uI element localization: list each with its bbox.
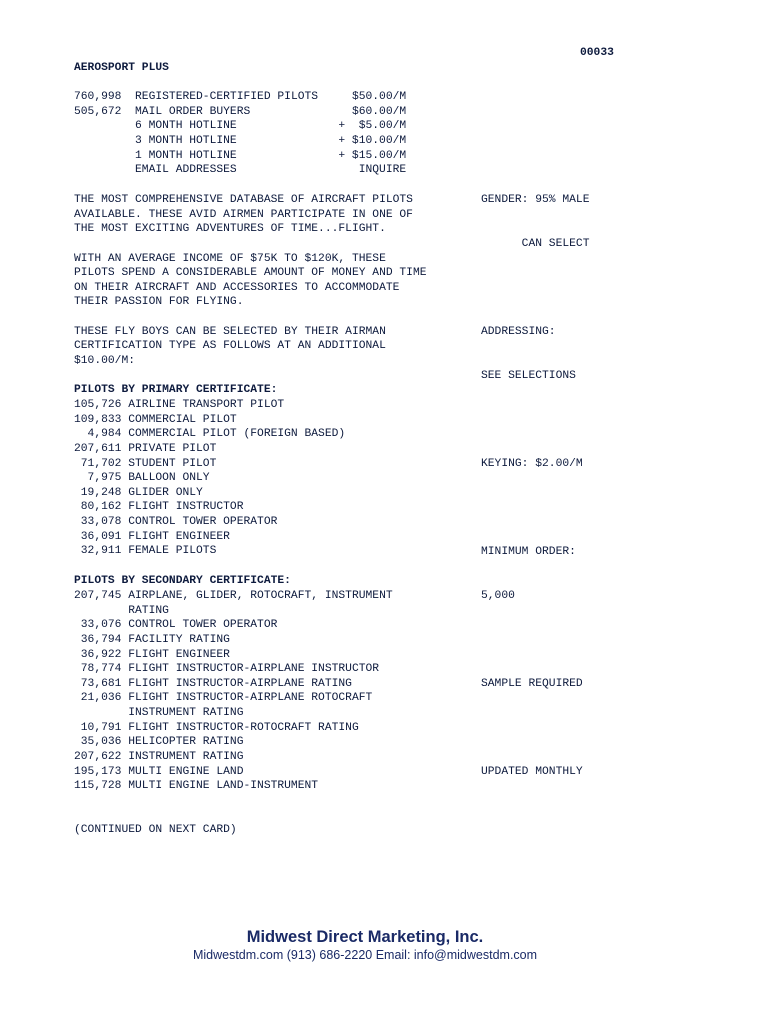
secondary-row (74, 765, 393, 780)
pricing-price: + $15.00/M (338, 149, 407, 162)
pricing-table (74, 90, 406, 178)
primary-list (74, 398, 345, 559)
primary-row (74, 413, 345, 428)
description-line: THE MOST COMPREHENSIVE DATABASE OF AIRCRAFT PILOTS (74, 194, 413, 206)
secondary-row (74, 677, 393, 692)
secondary-label: AIRPLANE, GLIDER, ROTOCRAFT, INSTRUMENT (128, 590, 393, 602)
primary-count: 4,984 (87, 428, 122, 441)
primary-row (74, 500, 345, 515)
secondary-count: 73,681 (80, 677, 122, 690)
minimum-order-value: 5,000 (481, 589, 515, 602)
secondary-count: 36,922 (80, 648, 122, 661)
description-line: CERTIFICATION TYPE AS FOLLOWS AT AN ADDITIONAL (74, 340, 386, 353)
secondary-label: MULTI ENGINE LAND (128, 765, 244, 778)
secondary-label: FACILITY RATING (128, 633, 230, 646)
pricing-row (74, 119, 406, 134)
secondary-row (74, 633, 393, 648)
secondary-label: FLIGHT INSTRUCTOR-AIRPLANE ROTOCRAFT (128, 692, 373, 705)
secondary-count: 35,036 (80, 736, 122, 749)
primary-label: FEMALE PILOTS (128, 545, 217, 558)
primary-count: 109,833 (74, 413, 122, 426)
pricing-label: 3 MONTH HOTLINE (135, 134, 237, 147)
list-title: AEROSPORT PLUS (74, 62, 169, 74)
secondary-row (74, 691, 393, 706)
sample-info: SAMPLE REQUIRED (481, 677, 583, 690)
gender-select-line: CAN SELECT (481, 238, 590, 251)
secondary-list (74, 589, 393, 794)
description-line: THESE FLY BOYS CAN BE SELECTED BY THEIR AIRMAN (74, 325, 386, 338)
primary-label: CONTROL TOWER OPERATOR (128, 516, 278, 529)
pricing-label: 6 MONTH HOTLINE (135, 120, 237, 133)
card-number: 00033 (580, 47, 614, 59)
secondary-row (74, 750, 393, 765)
pricing-row (74, 149, 406, 164)
secondary-row (74, 648, 393, 663)
gender-line: GENDER: 95% MALE (481, 194, 590, 207)
secondary-label: MULTI ENGINE LAND-INSTRUMENT (128, 780, 319, 793)
primary-count: 80,162 (80, 501, 122, 514)
pricing-price: $50.00/M (351, 91, 407, 103)
description-line: ON THEIR AIRCRAFT AND ACCESSORIES TO ACCOMMODATE (74, 281, 400, 294)
pricing-row (74, 134, 406, 149)
footer-contact: Midwestdm.com (913) 686-2220 Email: info@midwestdm.com (192, 948, 538, 962)
description-line: THE MOST EXCITING ADVENTURES OF TIME...FLIGHT. (74, 223, 386, 236)
primary-count: 105,726 (74, 399, 122, 411)
primary-row (74, 471, 345, 486)
secondary-label: FLIGHT INSTRUCTOR-AIRPLANE RATING (128, 677, 352, 690)
secondary-row (74, 618, 393, 633)
description-line: WITH AN AVERAGE INCOME OF $75K TO $120K, THESE (74, 252, 386, 265)
primary-row (74, 515, 345, 530)
primary-heading: PILOTS BY PRIMARY CERTIFICATE: (74, 384, 278, 396)
secondary-label: FLIGHT ENGINEER (128, 648, 230, 661)
secondary-row (74, 589, 393, 604)
updated-info: UPDATED MONTHLY (481, 765, 583, 778)
primary-count: 207,611 (74, 442, 122, 455)
secondary-count: 21,036 (80, 692, 122, 705)
primary-label: AIRLINE TRANSPORT PILOT (128, 399, 285, 411)
secondary-row (74, 721, 393, 736)
spacer (74, 310, 427, 325)
description-line: $10.00/M: (74, 355, 136, 368)
secondary-row (74, 604, 393, 619)
secondary-label: CONTROL TOWER OPERATOR (128, 619, 278, 632)
footer-company: Midwest Direct Marketing, Inc. (246, 928, 484, 946)
primary-label: FLIGHT INSTRUCTOR (128, 501, 244, 514)
description-line: AVAILABLE. THESE AVID AIRMEN PARTICIPATE IN ONE OF (74, 208, 413, 221)
primary-label: BALLOON ONLY (128, 472, 210, 485)
keying-info: KEYING: $2.00/M (481, 458, 583, 471)
primary-label: GLIDER ONLY (128, 486, 203, 499)
primary-row (74, 398, 345, 413)
addressing-label: ADDRESSING: (481, 326, 556, 339)
secondary-row (74, 706, 393, 721)
secondary-heading: PILOTS BY SECONDARY CERTIFICATE: (74, 575, 291, 587)
secondary-count: 78,774 (80, 663, 122, 676)
minimum-order-label: MINIMUM ORDER: (481, 545, 576, 558)
pricing-count: 505,672 (74, 105, 122, 118)
primary-label: COMMERCIAL PILOT (FOREIGN BASED) (128, 428, 346, 441)
pricing-row (74, 90, 406, 105)
description (74, 193, 427, 369)
spacer (74, 237, 427, 252)
primary-row (74, 442, 345, 457)
secondary-row (74, 779, 393, 794)
addressing-value: SEE SELECTIONS (481, 370, 576, 383)
primary-count: 7,975 (87, 472, 122, 485)
secondary-row (74, 735, 393, 750)
pricing-count: 760,998 (74, 91, 122, 103)
secondary-label: FLIGHT INSTRUCTOR-AIRPLANE INSTRUCTOR (128, 663, 380, 676)
primary-count: 33,078 (80, 516, 122, 529)
pricing-label: MAIL ORDER BUYERS (135, 105, 251, 118)
primary-row (74, 544, 345, 559)
primary-count: 36,091 (80, 530, 122, 543)
secondary-label: RATING (128, 604, 169, 617)
primary-label: STUDENT PILOT (128, 457, 217, 470)
primary-row (74, 486, 345, 501)
pricing-price: $60.00/M (351, 105, 407, 118)
secondary-count: 33,076 (80, 619, 122, 632)
primary-row (74, 427, 345, 442)
description-line: PILOTS SPEND A CONSIDERABLE AMOUNT OF MONEY AND TIME (74, 267, 427, 280)
secondary-count: 207,745 (74, 590, 122, 602)
secondary-count: 115,728 (74, 780, 122, 793)
secondary-label: HELICOPTER RATING (128, 736, 244, 749)
pricing-row (74, 163, 406, 178)
secondary-count: 10,791 (80, 721, 122, 734)
secondary-label: INSTRUMENT RATING (128, 707, 244, 720)
pricing-price: INQUIRE (358, 164, 407, 177)
secondary-count: 36,794 (80, 633, 122, 646)
secondary-label: INSTRUMENT RATING (128, 751, 244, 764)
pricing-label: EMAIL ADDRESSES (135, 164, 237, 177)
secondary-count: 207,622 (74, 751, 122, 764)
primary-count: 71,702 (80, 457, 122, 470)
pricing-label: REGISTERED-CERTIFIED PILOTS (135, 91, 319, 103)
primary-row (74, 530, 345, 545)
primary-row (74, 457, 345, 472)
pricing-label: 1 MONTH HOTLINE (135, 149, 237, 162)
secondary-count: 195,173 (74, 765, 122, 778)
side-info (481, 164, 589, 794)
pricing-price: + $5.00/M (338, 120, 407, 133)
primary-label: PRIVATE PILOT (128, 442, 217, 455)
primary-count: 19,248 (80, 486, 122, 499)
primary-count: 32,911 (80, 545, 122, 558)
secondary-label: FLIGHT INSTRUCTOR-ROTOCRAFT RATING (128, 721, 359, 734)
primary-label: FLIGHT ENGINEER (128, 530, 230, 543)
pricing-row (74, 105, 406, 120)
primary-label: COMMERCIAL PILOT (128, 413, 237, 426)
continued-note: (CONTINUED ON NEXT CARD) (74, 824, 237, 836)
secondary-row (74, 662, 393, 677)
pricing-price: + $10.00/M (338, 134, 407, 147)
description-line: THEIR PASSION FOR FLYING. (74, 296, 244, 309)
